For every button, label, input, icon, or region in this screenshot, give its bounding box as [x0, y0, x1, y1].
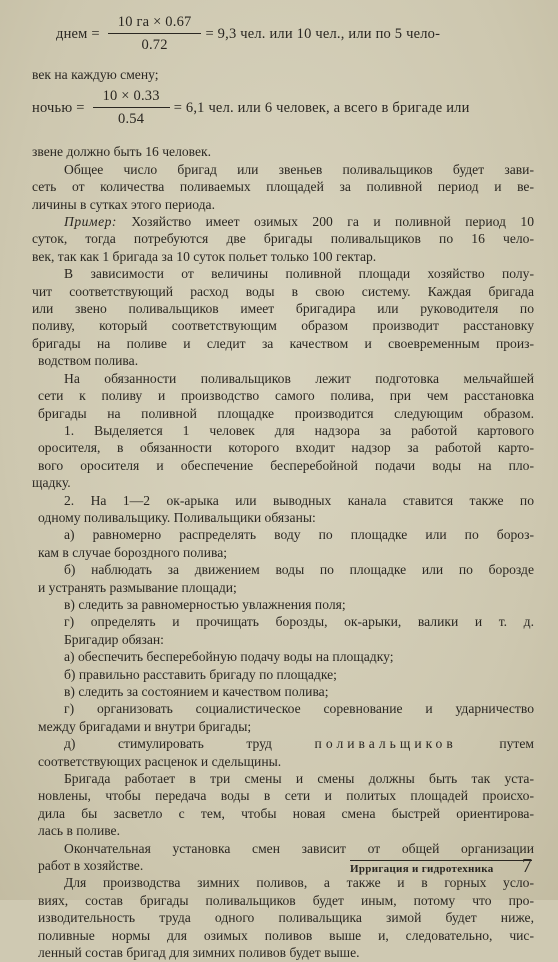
formula-day-numerator: 10 га × 0.67	[108, 14, 202, 34]
text-line: кам в случае бороздного полива;	[38, 544, 228, 560]
formula-day-denominator: 0.72	[141, 37, 168, 53]
formula-night-lhs: ночью =	[32, 99, 85, 116]
text-line: а) равномерно распределять воду по площадке или по бороз-	[64, 527, 534, 543]
spaced-word: поливальщиков	[314, 736, 457, 752]
text-line: век на каждую смену;	[32, 67, 159, 82]
text-line: в) следить за равномерностью увлажнения поля;	[64, 596, 346, 612]
text-line: одному поливальщику. Поливальщики обязаны:	[38, 509, 316, 525]
text-line	[38, 735, 534, 752]
text-line: личины в сутках этого периода.	[32, 196, 215, 212]
text-line: бригады на поливной площадке производится следующим образом.	[38, 405, 534, 421]
formula-day-fraction	[108, 14, 202, 54]
formula-night-denominator: 0.54	[118, 111, 145, 128]
example-label: Пример:	[64, 214, 117, 230]
page-footer	[350, 855, 532, 877]
text-line: работ в хозяйстве.	[38, 858, 144, 874]
text-line: оросителя, в обязанности которого входит надзор за работой карто-	[38, 440, 534, 456]
text-line: Для производства зимних поливов, а также и в горных усло-	[64, 875, 534, 891]
text-line: изводительность труда одного поливальщика зимой будет ниже,	[38, 910, 534, 926]
text-line: Бригадир обязан:	[64, 631, 164, 647]
text-line: водством полива.	[38, 353, 139, 369]
text-line: поливу, который соответствующим образом производит расстановку	[32, 318, 534, 334]
text-line: век, так как 1 бригада за 10 суток польет только 100 гектар.	[32, 248, 377, 264]
text-line: соответствующих расценок и сдельщины.	[38, 753, 282, 769]
text-line: сети к поливу и производство самого полива, при чем расстановка	[38, 388, 534, 404]
formula-day	[56, 10, 534, 58]
text-line: ленный состав бригад для зимних поливов будет выше.	[38, 945, 360, 961]
text-line: суток, тогда потребуются две бригады поливальщиков по 16 чело-	[32, 231, 534, 247]
text-line: г) определять и прочищать борозды, ок-арыки, валики и т. д.	[64, 614, 534, 630]
text-span: д) стимулировать труд	[64, 736, 272, 752]
formula-night	[32, 83, 534, 133]
text-line: сеть от количества поливаемых площадей за поливной период и ве-	[32, 179, 534, 195]
text-line: виях, состав бригады поливальщиков будет иным, потому что про-	[38, 892, 534, 908]
text-line: и устранять размывание площади;	[38, 579, 237, 595]
text-line: между бригадами и внутри бригады;	[38, 718, 252, 734]
text-line: Бригада работает в три смены и смены должны быть так уста-	[64, 771, 534, 787]
text-span: путем	[499, 736, 534, 752]
text-line: 1. Выделяется 1 человек для надзора за работой картового	[64, 422, 534, 438]
text-line: новлены, чтобы передача воды в сети и политых площадей происхо-	[38, 788, 534, 804]
formula-night-fraction	[93, 88, 170, 128]
page-number: 7	[522, 855, 532, 877]
text-line: бригады на поливе и следит за качеством и своевременным произ-	[32, 335, 534, 351]
text-span: Хозяйство имеет озимых 200 га и поливной период 10	[131, 214, 534, 230]
text-line: вого оросителя и обеспечение бесперебойной подачи воды на пло-	[38, 457, 534, 473]
text-line: г) организовать социалистическое соревнование и ударничество	[64, 701, 534, 717]
text-line: чит соответствующий расход воды в свою систему. Каждая бригада	[32, 283, 534, 299]
formula-day-result: = 9,3 чел. или 10 чел., или по 5 чело-	[205, 25, 441, 42]
text-line: б) правильно расставить бригаду по площадке;	[64, 666, 337, 682]
text-line: в) следить за состоянием и качеством полива;	[64, 684, 329, 699]
formula-night-result: = 6,1 чел. или 6 человек, а всего в бригаде или	[173, 99, 470, 116]
text-line: поливные нормы для озимых поливов выше и, следовательно, чис-	[38, 927, 534, 943]
text-line: Общее число бригад или звеньев поливальщиков будет зави-	[64, 161, 534, 177]
text-line: 2. На 1—2 ок-арыка или выводных канала ставится также по	[64, 492, 534, 508]
text-line: щадку.	[32, 475, 71, 491]
running-title: Ирригация и гидротехника	[350, 863, 494, 875]
text-line: лась в поливе.	[38, 823, 120, 839]
text-line: дила бы засветло с тем, чтобы новая смена быстрей ориентирова-	[38, 805, 534, 821]
text-line: В зависимости от величины поливной площади хозяйство полу-	[64, 266, 534, 282]
text-line: На обязанности поливальщиков лежит подготовка мельчайшей	[64, 370, 534, 386]
text-line: звене должно быть 16 человек.	[32, 144, 212, 160]
text-line: или звено поливальщиков имеет бригадира или руководителя по	[32, 301, 534, 317]
text-line: а) обеспечить бесперебойную подачу воды на площадку;	[64, 649, 394, 665]
text-line: б) наблюдать за движением воды по площадке или по борозде	[64, 562, 534, 578]
text-line: Окончательная установка смен зависит от общей организации	[64, 840, 534, 856]
formula-day-lhs: днем =	[56, 25, 100, 42]
example-line	[38, 213, 534, 230]
formula-night-numerator: 10 × 0.33	[93, 88, 170, 108]
body-text	[32, 143, 534, 961]
